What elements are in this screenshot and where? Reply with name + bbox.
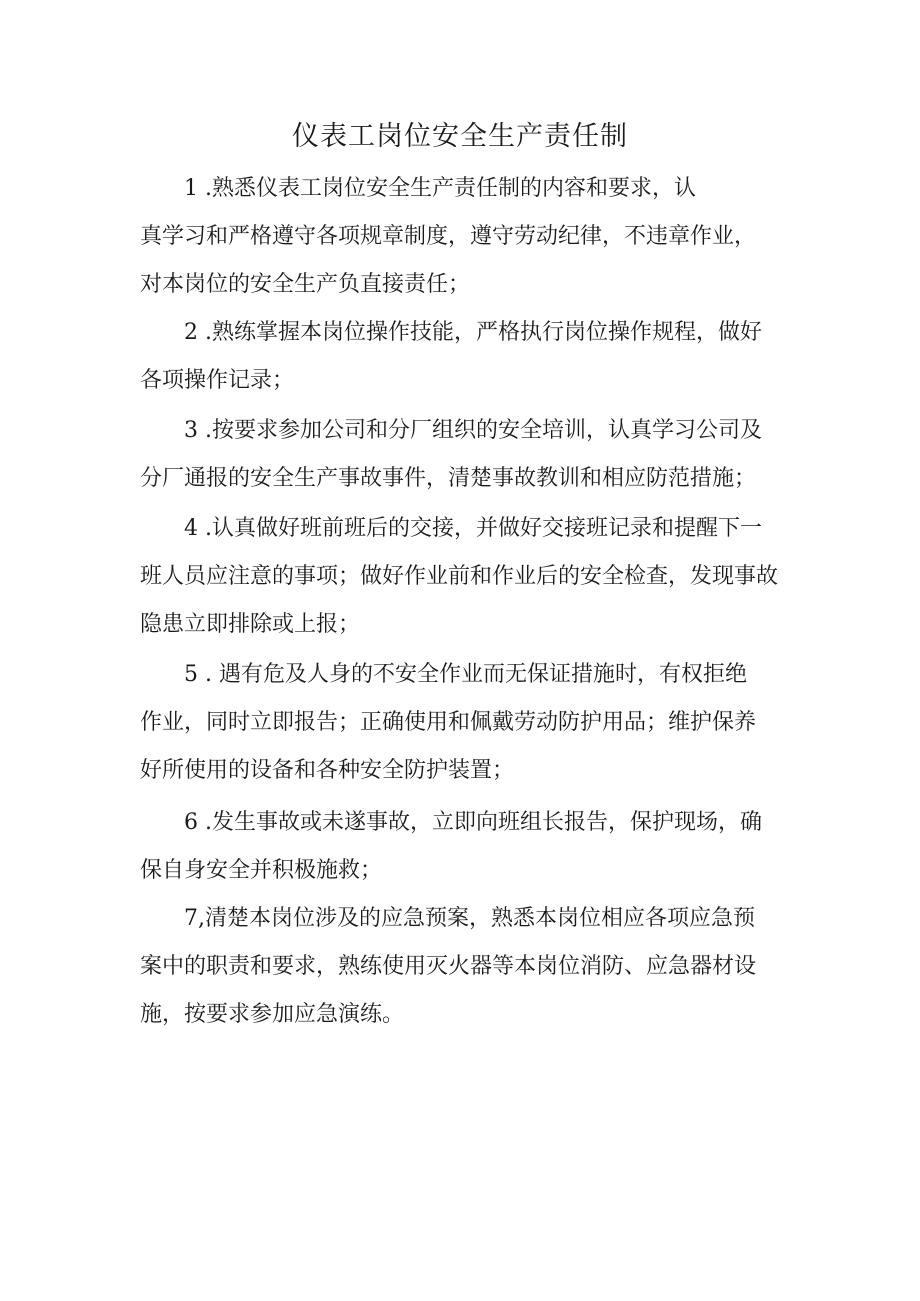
paragraph-6-line-1: 6 .发生事故或未遂事故，立即向班组长报告，保护现场，确: [184, 810, 762, 835]
paragraph-1-line-3: 对本岗位的安全生产负直接责任；: [140, 272, 471, 297]
document-title: 仪表工岗位安全生产责任制: [292, 121, 628, 152]
paragraph-5-line-3: 好所使用的设备和各种安全防护装置；: [140, 758, 515, 783]
paragraph-5-line-2: 作业，同时立即报告；正确使用和佩戴劳动防护用品；维护保养: [140, 710, 757, 735]
paragraph-4-line-3: 隐患立即排除或上报；: [140, 612, 361, 637]
paragraph-1-line-2: 真学习和严格遵守各项规章制度，遵守劳动纪律，不违章作业，: [140, 224, 757, 249]
paragraph-1-line-1: 1 .熟悉仪表工岗位安全生产责任制的内容和要求，认: [184, 176, 696, 201]
paragraph-7-line-3: 施，按要求参加应急演练。: [140, 1002, 405, 1027]
paragraph-2-line-2: 各项操作记录；: [140, 368, 295, 393]
paragraph-6-line-2: 保自身安全并积极施救；: [140, 858, 383, 883]
paragraph-4-line-2: 班人员应注意的事项；做好作业前和作业后的安全检查，发现事故: [140, 564, 779, 589]
paragraph-5-line-1: 5 . 遇有危及人身的不安全作业而无保证措施时，有权拒绝: [184, 662, 747, 687]
paragraph-7-line-1: 7,清楚本岗位涉及的应急预案，熟悉本岗位相应各项应急预: [184, 906, 755, 931]
paragraph-3-line-1: 3 .按要求参加公司和分厂组织的安全培训，认真学习公司及: [184, 418, 762, 443]
paragraph-4-line-1: 4 .认真做好班前班后的交接，并做好交接班记录和提醒下一: [184, 516, 762, 541]
paragraph-3-line-2: 分厂通报的安全生产事故事件，清楚事故教训和相应防范措施；: [140, 466, 757, 491]
paragraph-2-line-1: 2 .熟练掌握本岗位操作技能，严格执行岗位操作规程，做好: [184, 320, 762, 345]
paragraph-7-line-2: 案中的职责和要求，熟练使用灭火器等本岗位消防、应急器材设: [140, 954, 757, 979]
